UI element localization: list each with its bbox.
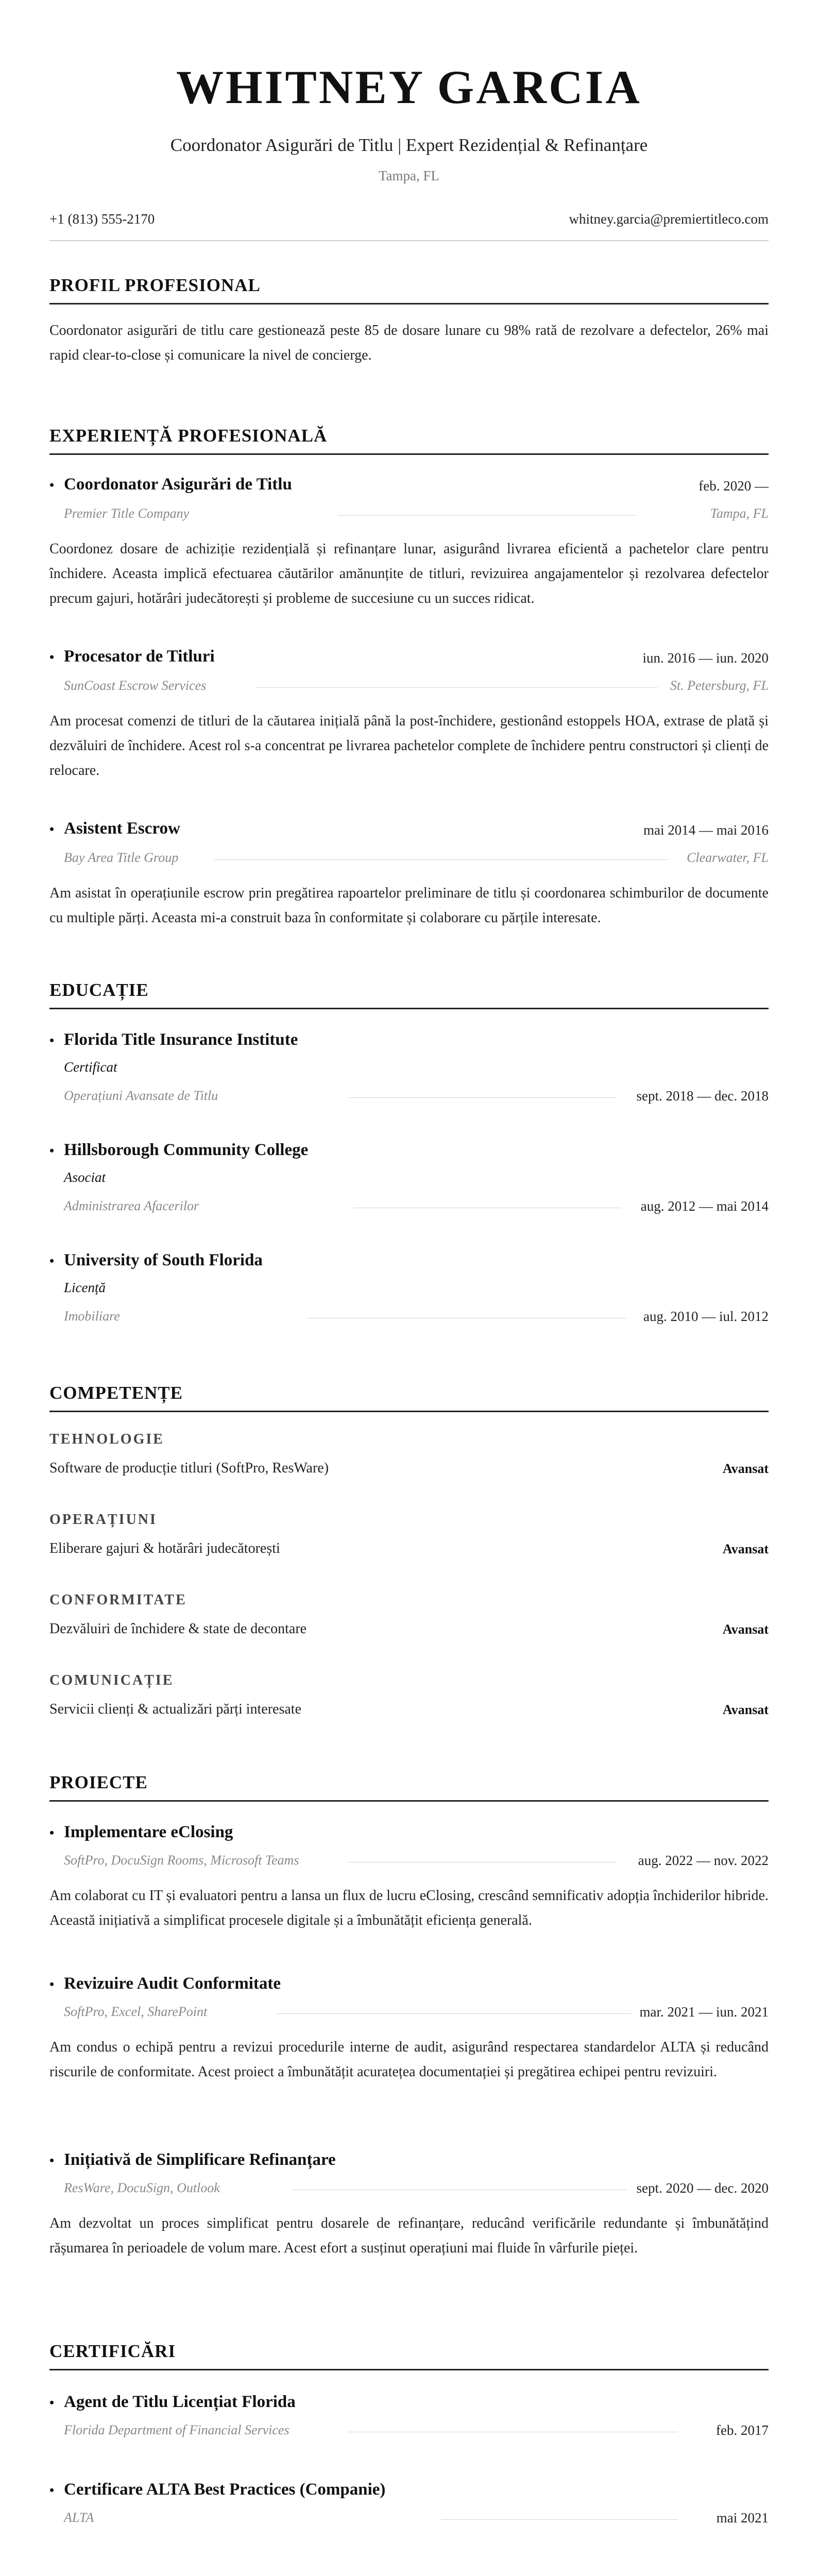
candidate-location: Tampa, FL (378, 168, 440, 183)
bullet-icon: • (49, 2395, 55, 2411)
section-title-certifications: CERTIFICĂRI (49, 2341, 769, 2370)
section-title-profile: PROFIL PROFESIONAL (49, 275, 769, 304)
section-title-projects: PROIECTE (49, 1772, 769, 1802)
experience-date: mai 2014 — mai 2016 (643, 822, 769, 838)
skill-category: COMUNICAȚIE (49, 1672, 174, 1688)
leader-line (338, 515, 637, 516)
project-date: mar. 2021 — iun. 2021 (639, 2004, 769, 2020)
project-tools: SoftPro, DocuSign Rooms, Microsoft Teams (64, 1853, 299, 1868)
education-date: aug. 2010 — iul. 2012 (643, 1309, 769, 1324)
experience-location: St. Petersburg, FL (670, 678, 769, 693)
experience-location: Clearwater, FL (687, 850, 769, 865)
skill-category: TEHNOLOGIE (49, 1431, 164, 1447)
project-tools: SoftPro, Excel, SharePoint (64, 2004, 208, 2019)
leader-line (255, 687, 657, 688)
profile-summary: Coordonator asigurări de titlu care gestionează peste 85 de dosare lunare cu 98% rată de rezolvare a defectelor, 26% mai rapid clear-to-close și comunicare la nivel de concierge. (49, 323, 769, 363)
certification-issuer: Florida Department of Financial Services (64, 2422, 289, 2437)
education-field: Imobiliare (64, 1309, 120, 1324)
section-title-experience: EXPERIENȚĂ PROFESIONALĂ (49, 426, 769, 455)
project-name-text: Revizuire Audit Conformitate (64, 1974, 281, 1993)
project-name-text: Implementare eClosing (64, 1823, 233, 1841)
skill-name: Eliberare gajuri & hotărâri judecătorești (49, 1540, 280, 1556)
bullet-icon: • (49, 650, 55, 665)
education-school (49, 1251, 263, 1270)
experience-company: Premier Title Company (64, 506, 190, 521)
header-divider (49, 240, 769, 241)
project-description: Am colaborat cu IT și evaluatori pentru a lansa un flux de lucru eClosing, crescând semnificativ adopția închiderilor hibride. Această inițiativă a simplificat procesele digitale și a îmbunătățit eficiența generală. (49, 1888, 769, 1928)
experience-company: Bay Area Title Group (64, 850, 179, 865)
bullet-icon: • (49, 1253, 55, 1269)
skill-name: Servicii clienți & actualizări părți interesate (49, 1701, 302, 1717)
experience-role-text: Asistent Escrow (64, 819, 180, 838)
skill-name: Software de producție titluri (SoftPro, ResWare) (49, 1460, 329, 1476)
certification-name (49, 2393, 296, 2412)
certification-name-text: Agent de Titlu Licențiat Florida (64, 2393, 296, 2411)
project-name (49, 1823, 233, 1842)
section-title-education: EDUCAȚIE (49, 980, 769, 1009)
project-name-text: Inițiativă de Simplificare Refinanțare (64, 2150, 336, 2169)
education-school-text: Hillsborough Community College (64, 1141, 309, 1159)
experience-description: Am procesat comenzi de titluri de la căutarea inițială până la post-închidere, gestionând estoppels HOA, extrase de plată și dezvăluiri de închidere. Acest rol s-a concentrat pe livrarea pachetelor complete de închidere pentru constructori și clienți de relocare. (49, 713, 769, 778)
experience-company: SunCoast Escrow Services (64, 678, 207, 693)
skill-level: Avansat (722, 1541, 769, 1556)
project-tools: ResWare, DocuSign, Outlook (64, 2180, 220, 2195)
skill-level: Avansat (722, 1461, 769, 1476)
education-school-text: Florida Title Insurance Institute (64, 1030, 298, 1049)
leader-line (276, 2013, 632, 2014)
experience-role (49, 819, 180, 838)
candidate-headline: Coordonator Asigurări de Titlu | Expert Rezidențial & Refinanțare (170, 135, 648, 155)
project-description: Am dezvoltat un proces simplificat pentru dosarele de refinanțare, reducând verificările redundante și îmbunătățind rășumarea în perioadele de volum mare. Acest efort a susținut operațiuni mai fluide în vârfurile pieței. (49, 2215, 769, 2256)
bullet-icon: • (49, 822, 55, 837)
education-degree: Asociat (64, 1170, 106, 1185)
education-school (49, 1030, 298, 1049)
experience-description: Am asistat în operațiunile escrow prin pregătirea rapoartelor preliminare de titlu și coordonarea schimburilor de documente cu multiple părți. Aceasta mi-a construit baza în conformitate și colaborare cu părțile interesate. (49, 885, 769, 926)
leader-line (214, 859, 668, 860)
bullet-icon: • (49, 1143, 55, 1159)
bullet-icon: • (49, 1977, 55, 1992)
experience-role-text: Coordonator Asigurări de Titlu (64, 475, 292, 494)
certification-date: feb. 2017 (716, 2422, 769, 2438)
skill-level: Avansat (722, 1702, 769, 1717)
bullet-icon: • (49, 2483, 55, 2498)
candidate-name: WHITNEY GARCIA (176, 61, 642, 113)
project-date: sept. 2020 — dec. 2020 (636, 2180, 769, 2196)
education-school-text: University of South Florida (64, 1251, 263, 1269)
certification-issuer: ALTA (64, 2510, 94, 2525)
experience-date: feb. 2020 — (698, 478, 769, 494)
project-name (49, 1974, 281, 1993)
contact-phone[interactable]: +1 (813) 555-2170 (49, 211, 155, 227)
education-degree: Licență (64, 1280, 106, 1295)
education-school (49, 1141, 308, 1160)
certification-name-text: Certificare ALTA Best Practices (Companie) (64, 2480, 386, 2499)
education-degree: Certificat (64, 1059, 117, 1075)
certification-date: mai 2021 (716, 2510, 769, 2526)
experience-date: iun. 2016 — iun. 2020 (642, 650, 769, 666)
section-title-skills: COMPETENȚE (49, 1383, 769, 1412)
education-field: Operațiuni Avansate de Titlu (64, 1088, 218, 1103)
skill-name: Dezvăluiri de închidere & state de decontare (49, 1621, 307, 1637)
project-date: aug. 2022 — nov. 2022 (638, 1853, 769, 1868)
bullet-icon: • (49, 1825, 55, 1841)
contact-email[interactable]: whitney.garcia@premiertitleco.com (569, 211, 769, 227)
education-field: Administrarea Afacerilor (64, 1198, 199, 1213)
project-description: Am condus o echipă pentru a revizui procedurile interne de audit, asigurând respectarea standardelor ALTA și reducând riscurile de conformitate. Acest proiect a îmbunătățit acuratețea documentației și pregătirea echipei pentru revizuiri. (49, 2039, 769, 2080)
experience-role (49, 475, 292, 494)
certification-name (49, 2480, 385, 2499)
experience-location: Tampa, FL (710, 506, 769, 521)
skill-category: CONFORMITATE (49, 1592, 187, 1608)
project-name (49, 2150, 336, 2170)
bullet-icon: • (49, 478, 55, 493)
experience-role (49, 647, 215, 666)
bullet-icon: • (49, 2153, 55, 2168)
experience-description: Coordonez dosare de achiziție rezidențială și refinanțare lunar, asigurând livrarea eficientă a pachetelor clare pentru închidere. Aceasta implică efectuarea căutărilor amănunțite de titluri, revizuirea angajamentelor și rezolvarea defectelor precum gajuri, hotărâri judecătorești și probleme de succesiune cu un succes ridicat. (49, 541, 769, 606)
education-date: sept. 2018 — dec. 2018 (636, 1088, 769, 1104)
leader-line (441, 2519, 678, 2520)
skill-category: OPERAȚIUNI (49, 1512, 157, 1528)
bullet-icon: • (49, 1033, 55, 1048)
experience-role-text: Procesator de Titluri (64, 647, 215, 666)
leader-line (348, 1097, 616, 1098)
skill-level: Avansat (722, 1622, 769, 1637)
education-date: aug. 2012 — mai 2014 (640, 1198, 769, 1214)
